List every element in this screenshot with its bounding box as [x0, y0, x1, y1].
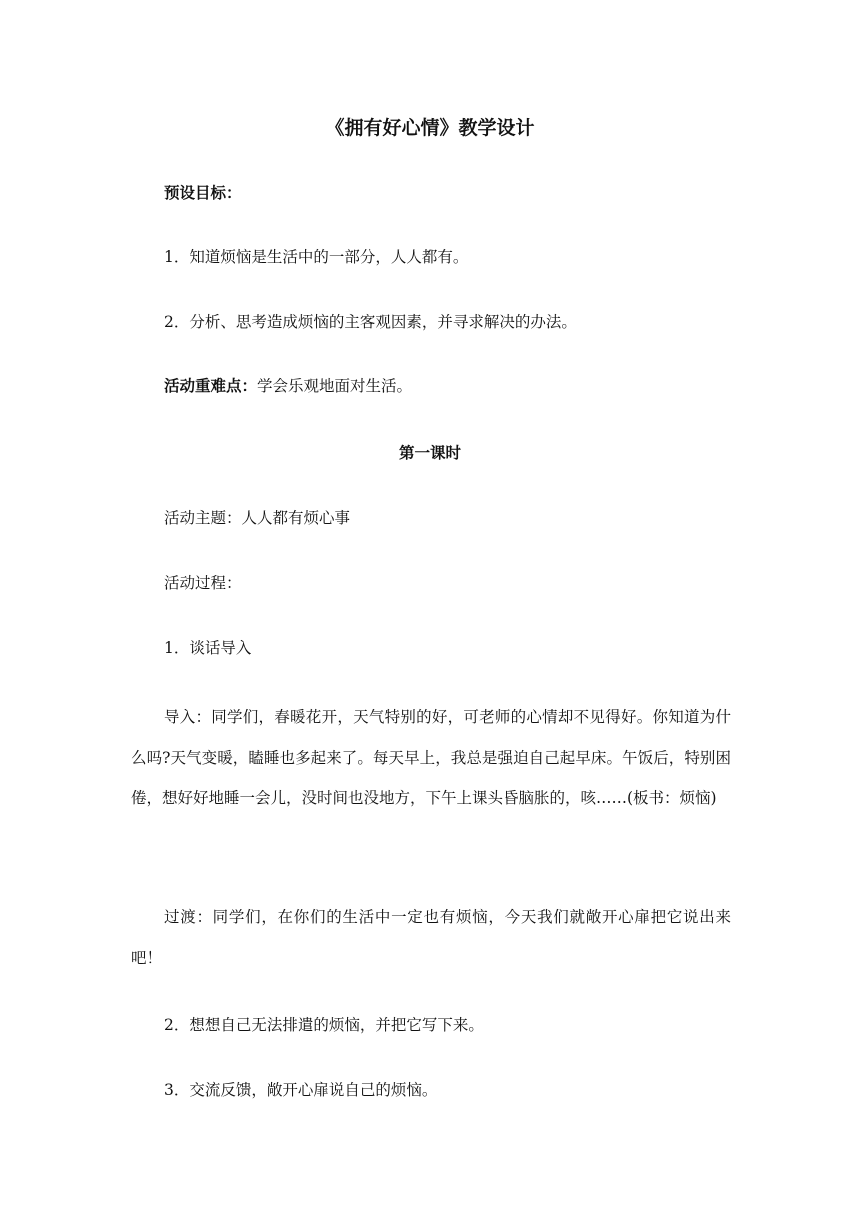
- transition-paragraph: 过渡：同学们，在你们的生活中一定也有烦恼，今天我们就敞开心扉把它说出来吧！: [131, 908, 731, 967]
- intro-paragraph: 导入：同学们，春暖花开，天气特别的好，可老师的心情却不见得好。你知道为什么吗?天气变暖，瞌睡也多起来了。每天早上，我总是强迫自己起早床。午饭后，特别困倦，想好好地睡一会儿，没时间也没地方，下午上课头昏脑胀的，咳……(板书：烦恼): [131, 708, 731, 807]
- activity-process-heading: 活动过程：: [164, 574, 242, 592]
- key-points-text: 学会乐观地面对生活。: [257, 377, 413, 395]
- document-title: 《拥有好心情》教学设计: [325, 117, 535, 139]
- goals-heading: 预设目标：: [164, 183, 242, 202]
- step-1-heading: 1．谈话导入: [164, 639, 252, 657]
- key-points: [164, 374, 764, 398]
- step-2-item: 2．想想自己无法排遣的烦恼，并把它写下来。: [164, 1016, 484, 1034]
- key-points-label: 活动重难点：: [164, 376, 258, 395]
- lesson-heading: 第一课时: [398, 443, 461, 462]
- goal-item-1: 1．知道烦恼是生活中的一部分，人人都有。: [164, 248, 469, 266]
- goal-item-2: 2．分析、思考造成烦恼的主客观因素，并寻求解决的办法。: [164, 313, 577, 331]
- activity-theme: 活动主题：人人都有烦心事: [164, 509, 351, 527]
- step-3-item: 3．交流反馈，敞开心扉说自己的烦恼。: [164, 1081, 438, 1099]
